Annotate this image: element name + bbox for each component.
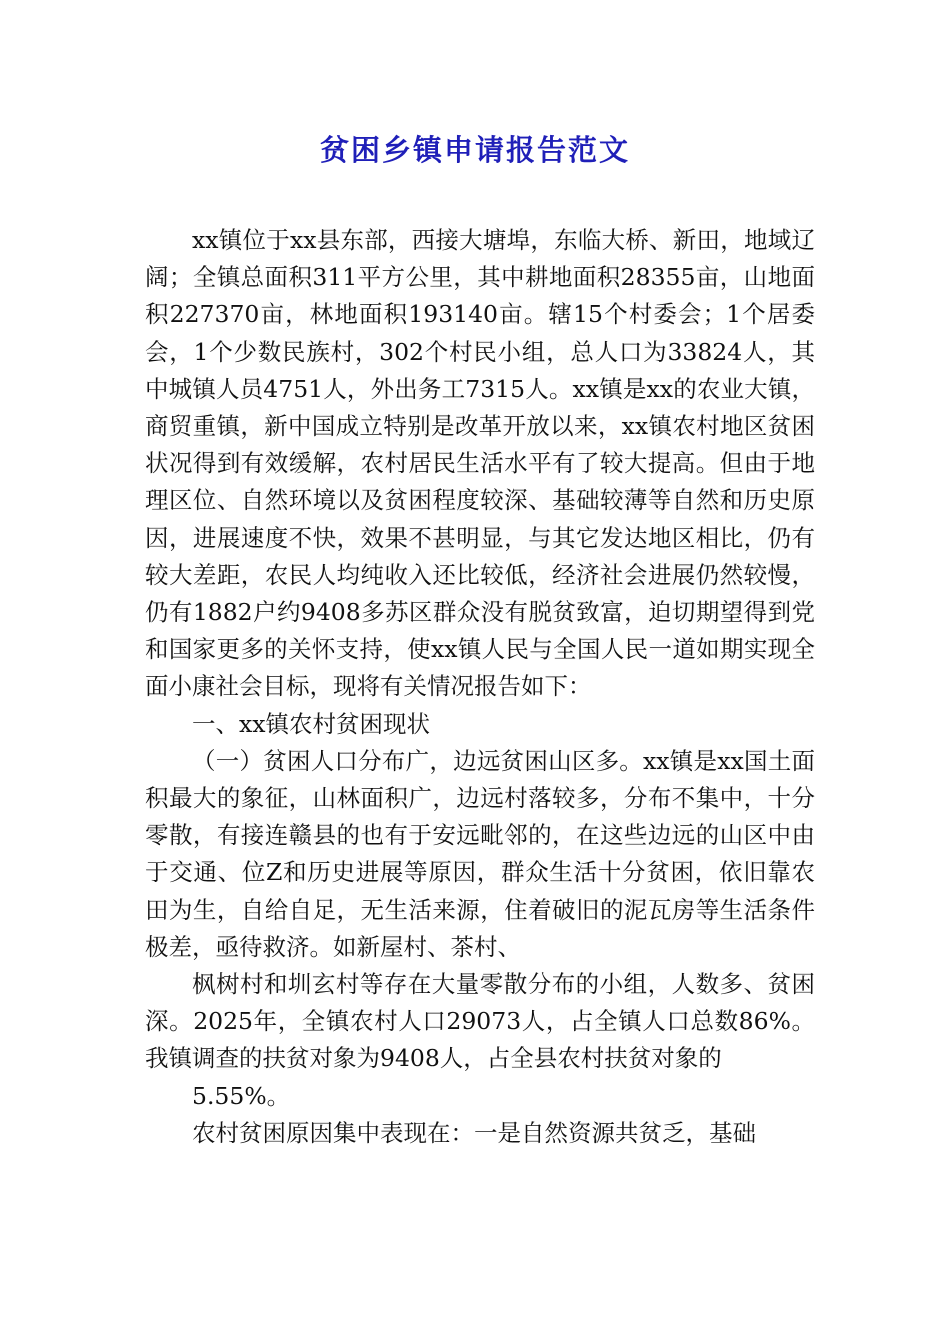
causes-paragraph: 农村贫困原因集中表现在：一是自然资源共贫乏，基础 [192, 1118, 756, 1147]
intro-paragraph: xx镇位于xx县东部，西接大塘埠，东临大桥、新田，地域辽阔；全镇总面积311平方公里，其中耕地面积28355亩，山地面积227370亩，林地面积193140亩。辖15个村委会；1个居委会，1个少数民族村，302个村民小组，总人口为33824人，其中城镇人员4751人，外出务工7315人。xx镇是xx的农业大镇，商贸重镇，新中国成立特别是改革开放以来，xx镇农村地区贫困状况得到有效缓解，农村居民生活水平有了较大提高。但由于地理区位、自然环境以及贫困程度较深、基础较薄等自然和历史原因，进展速度不快，效果不甚明显，与其它发达地区相比，仍有较大差距，农民人均纯收入还比较低，经济社会进展仍然较慢，仍有1882户约9408多苏区群众没有脱贫致富，迫切期望得到党和国家更多的关怀支持，使xx镇人民与全国人民一道如期实现全面小康社会目标，现将有关情况报告如下： [145, 226, 815, 701]
document-body [145, 222, 815, 1152]
percentage-line: 5.55%。 [192, 1081, 291, 1110]
section-heading: 一、xx镇农村贫困现状 [192, 709, 431, 738]
document-title: 贫困乡镇申请报告范文 [319, 133, 630, 167]
subsection-paragraph: （一）贫困人口分布广，边远贫困山区多。xx镇是xx国土面积最大的象征，山林面积广，边远村落较多，分布不集中，十分零散，有接连赣县的也有于安远毗邻的，在这些边远的山区中由于交通、位Z和历史进展等原因，群众生活十分贫困，依旧靠农田为生，自给自足，无生活来源，住着破旧的泥瓦房等生活条件极差，亟待救济。如新屋村、茶村、 [145, 746, 815, 961]
continuation-paragraph: 枫树村和圳玄村等存在大量零散分布的小组，人数多、贫困深。2025年，全镇农村人口29073人，占全镇人口总数86%。我镇调查的扶贫对象为9408人，占全县农村扶贫对象的 [145, 970, 815, 1073]
